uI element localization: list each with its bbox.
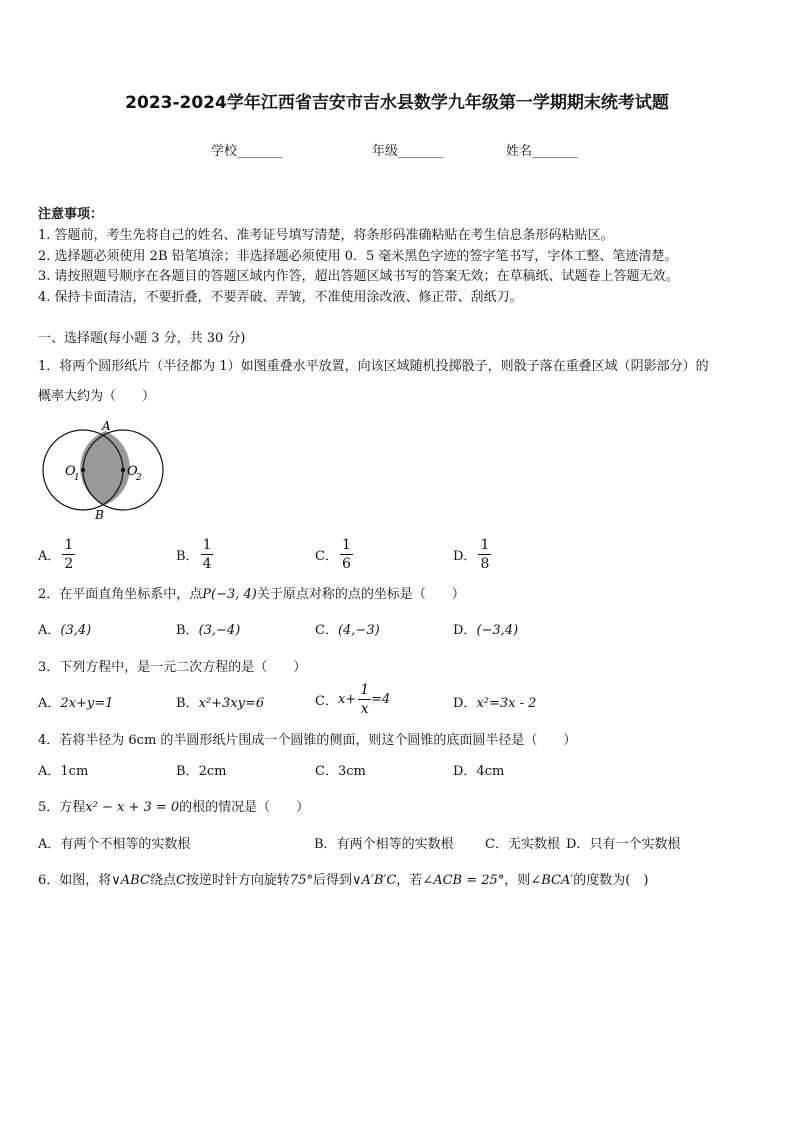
label-o2: O [127, 464, 138, 479]
label-b: B [95, 508, 104, 522]
label-a: A [102, 419, 111, 433]
note-item: 1. 答题前，考生先将自己的姓名、准考证号填写清楚，将条形码准确粘贴在考生信息条形码粘贴区。 [38, 228, 614, 243]
q5-option-a[interactable]: A．有两个不相等的实数根 [38, 837, 191, 852]
label-o1: O [65, 464, 76, 479]
q5-stem: 5．方程x² − x + 3 = 0的根的情况是（ ） [38, 800, 310, 815]
q5-option-c[interactable]: C．无实数根 [485, 837, 560, 852]
q4-option-d[interactable]: D．4cm [453, 764, 505, 779]
q4-option-b[interactable]: B．2cm [176, 764, 227, 779]
q1-option-a[interactable]: A． $\frac{1}{2}$ [38, 537, 74, 572]
note-item: 2. 选择题必须使用 2B 铅笔填涂；非选择题必须使用 0．5 毫米黑色字迹的签字笔书写，字体工整、笔迹清楚。 [38, 249, 678, 264]
section-heading: 一、选择题(每小题 3 分，共 30 分) [38, 331, 246, 346]
q5-option-b[interactable]: B．有两个相等的实数根 [314, 837, 454, 852]
fraction: $\frac{1}{8}$ [480, 537, 490, 572]
q1-option-b[interactable]: B． $\frac{1}{4}$ [176, 537, 212, 572]
grade-field: 年级_______ [372, 144, 444, 159]
q2-option-a[interactable]: A．(3,4) [38, 623, 92, 638]
q1-option-d[interactable]: D． $\frac{1}{8}$ [453, 537, 490, 572]
q1-circles-figure [38, 418, 170, 522]
fraction: $\frac{1}{x}$ [360, 682, 370, 717]
fraction: $\frac{1}{6}$ [341, 537, 351, 572]
q2-option-c[interactable]: C．(4,−3) [315, 623, 380, 638]
note-item: 3. 请按照题号顺序在各题目的答题区域内作答，超出答题区域书写的答案无效；在草稿纸、试题卷上答题无效。 [38, 269, 679, 284]
q3-stem: 3．下列方程中，是一元二次方程的是（ ） [38, 660, 307, 675]
center-o1-dot [81, 468, 85, 472]
q6-stem: 6．如图，将∨ABC绕点C按逆时针方向旋转75°后得到∨A′B′C，若∠ACB = 25°，则∠BCA′的度数为( ) [38, 873, 649, 888]
label-o1-sub: 1 [74, 473, 80, 483]
notes-heading: 注意事项： [38, 207, 104, 222]
q3-option-a[interactable]: A．2x+y=1 [38, 696, 114, 711]
q4-stem: 4．若将半径为 6cm 的半圆形纸片围成一个圆锥的侧面，则这个圆锥的底面圆半径是（ ） [38, 733, 577, 748]
fraction: $\frac{1}{4}$ [202, 537, 212, 572]
school-field: 学校_______ [211, 144, 283, 159]
note-item: 4. 保持卡面清洁，不要折叠，不要弄破、弄皱，不准使用涂改液、修正带、刮纸刀。 [38, 290, 523, 305]
q2-option-b[interactable]: B．(3,−4) [176, 623, 241, 638]
q1-stem-line1: 1．将两个圆形纸片（半径都为 1）如图重叠水平放置，向该区域随机投掷骰子，则骰子落在重叠区域（阴影部分）的 [38, 359, 709, 374]
point-p: P(−3, 4) [202, 587, 257, 602]
q1-stem-line2: 概率大约为（ ） [38, 389, 156, 404]
q4-option-a[interactable]: A．1cm [38, 764, 89, 779]
q3-option-d[interactable]: D．x²=3x - 2 [453, 696, 537, 711]
q2-stem: 2．在平面直角坐标系中，点P(−3, 4)关于原点对称的点的坐标是（ ） [38, 587, 465, 602]
equation: x² − x + 3 = 0 [85, 800, 180, 815]
q3-option-c[interactable]: C．x+ $\frac{1}{x}$ =4 [315, 682, 391, 717]
q2-option-d[interactable]: D．(−3,4) [453, 623, 519, 638]
q4-option-c[interactable]: C．3cm [315, 764, 366, 779]
center-o2-dot [121, 468, 125, 472]
q3-option-b[interactable]: B．x²+3xy=6 [176, 696, 265, 711]
fraction: $\frac{1}{2}$ [64, 537, 74, 572]
label-o2-sub: 2 [136, 473, 142, 483]
page-title: 2023-2024学年江西省吉安市吉水县数学九年级第一学期期末统考试题 [125, 93, 669, 113]
q1-option-c[interactable]: C． $\frac{1}{6}$ [315, 537, 351, 572]
q5-option-d[interactable]: D．只有一个实数根 [566, 837, 681, 852]
name-field: 姓名_______ [506, 144, 578, 159]
